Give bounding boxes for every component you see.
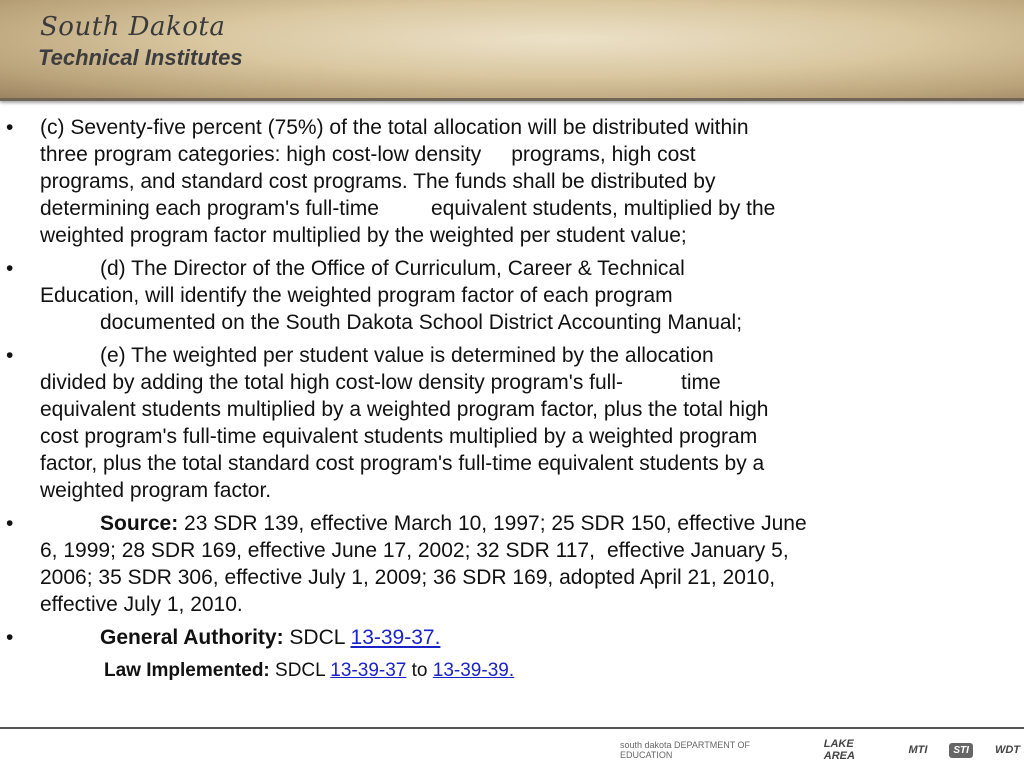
text-line: effective January 5, [606, 539, 789, 562]
text-line: Education, will identify the weighted program factor of each program [40, 284, 673, 307]
link-13-39-37-authority[interactable]: 13-39-37. [350, 626, 441, 649]
text-line: (e) The weighted per student value is determined by the allocation [100, 344, 714, 367]
logo-south-dakota: South Dakota [40, 12, 226, 42]
sdcl-prefix: SDCL [275, 660, 326, 681]
text-line: equivalent students, multiplied by the [430, 197, 776, 220]
bullet-dot: • [6, 344, 14, 367]
text-line: factor, plus the total standard cost program's full-time equivalent students by a [40, 452, 765, 475]
text-line: (c) Seventy-five percent (75%) of the total allocation will be distributed within [40, 116, 749, 139]
bullet-dot: • [6, 626, 14, 649]
text-line: documented on the South Dakota School District Accounting Manual; [100, 311, 743, 334]
logo-technical-institutes: Technical Institutes [38, 45, 243, 70]
bullet-item-source [0, 510, 1010, 618]
text-line: time [681, 371, 721, 394]
bullet-dot: • [6, 116, 14, 139]
link-13-39-39[interactable]: 13-39-39. [432, 660, 515, 681]
mti-logo [908, 744, 927, 756]
text-line: effective July 1, 2010. [40, 593, 243, 616]
bullet-item-e [0, 342, 1010, 504]
footer-divider [0, 727, 1024, 729]
text-line: weighted program factor multiplied by the weighted per student value; [40, 224, 687, 247]
link-13-39-37[interactable]: 13-39-37 [330, 660, 407, 681]
slide-content [0, 114, 1010, 684]
text-line: programs, and standard cost programs. The funds shall be distributed by [40, 170, 716, 193]
text-line: programs, high cost [511, 143, 696, 166]
bullet-dot: • [6, 257, 14, 280]
law-implemented-label: Law Implemented: [104, 660, 270, 681]
sti-logo [949, 743, 973, 758]
law-implemented [0, 657, 1010, 684]
text-line: weighted program factor. [40, 479, 272, 502]
bullet-item-d [0, 255, 1010, 336]
header-banner [0, 0, 1024, 101]
bullet-item-c [0, 114, 1010, 249]
text-line: cost program's full-time equivalent students multiplied by a weighted program [40, 425, 758, 448]
bullet-dot: • [6, 512, 14, 535]
text-line: 2006; 35 SDR 306, effective July 1, 2009; 36 SDR 169, adopted April 21, 2010, [40, 566, 776, 589]
footer-logo-text: MTI [908, 744, 928, 756]
text-line: (d) The Director of the Office of Curriculum, Career & Technical [100, 257, 685, 280]
footer-logo-text: STI [949, 743, 973, 758]
footer-logo-text: south dakota DEPARTMENT OF EDUCATION [620, 740, 751, 760]
general-authority-label: General Authority: [100, 626, 284, 649]
text-line: 6, 1999; 28 SDR 169, effective June 17, 2002; 32 SDR 117, [40, 539, 595, 562]
bullet-item-general-authority [0, 624, 1010, 651]
source-label: Source: [100, 512, 179, 535]
footer-logo-text: WDT [994, 744, 1020, 756]
text-line: equivalent students multiplied by a weighted program factor, plus the total high [40, 398, 769, 421]
text-line: 23 SDR 139, effective March 10, 1997; 25 SDR 150, effective June [184, 512, 807, 535]
lake-area-logo [824, 738, 887, 762]
text-line: determining each program's full-time [40, 197, 379, 220]
sdcl-prefix: SDCL [289, 626, 345, 649]
footer-logo-text: LAKE AREA [823, 738, 855, 762]
sd-department-education-logo [620, 740, 802, 760]
to-text: to [411, 660, 428, 681]
wdt-logo [995, 744, 1020, 756]
text-line: divided by adding the total high cost-low density program's full- [40, 371, 623, 394]
footer-logos [620, 736, 1020, 764]
text-line: three program categories: high cost-low density [40, 143, 482, 166]
